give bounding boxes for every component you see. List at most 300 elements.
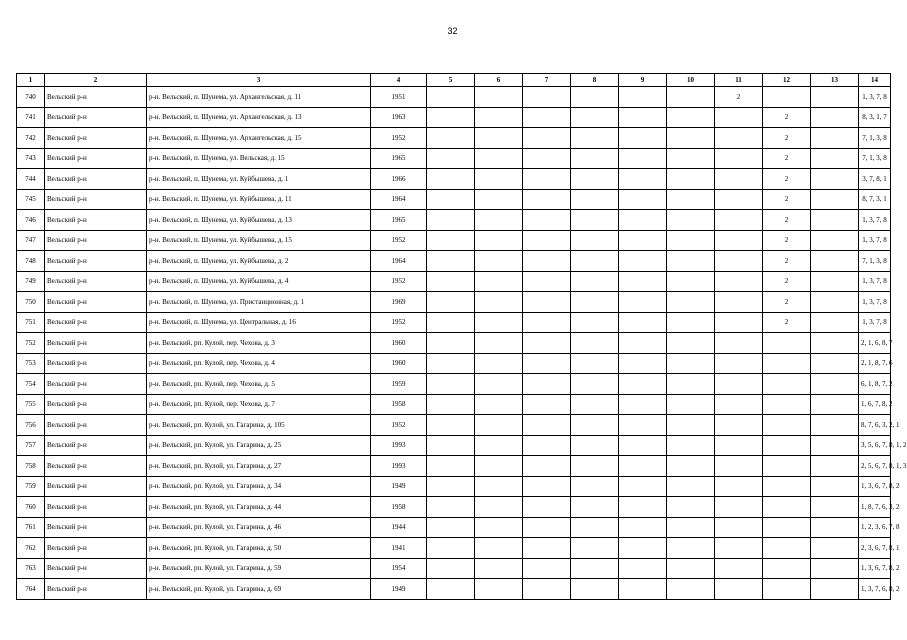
col5-cell: [427, 189, 475, 210]
col8-cell: [571, 148, 619, 169]
district-cell: Вельский р-н: [45, 538, 147, 559]
col8-cell: [571, 538, 619, 559]
year-cell: 1949: [371, 579, 427, 600]
year-cell: 1952: [371, 230, 427, 251]
col7-cell: [523, 312, 571, 333]
col12-cell: 2: [763, 292, 811, 313]
col10-cell: [667, 476, 715, 497]
col5-cell: [427, 415, 475, 436]
col10-cell: [667, 292, 715, 313]
col12-cell: [763, 353, 811, 374]
row-number-cell: 757: [17, 435, 45, 456]
year-cell: 1964: [371, 189, 427, 210]
col7-cell: [523, 87, 571, 108]
address-cell: р-н. Вельский, рп. Кулой, ул. Гагарина, д. 69: [147, 579, 371, 600]
col7-cell: [523, 107, 571, 128]
col12-cell: 2: [763, 128, 811, 149]
address-cell: р-н. Вельский, рп. Кулой, пер. Чехова, д. 5: [147, 374, 371, 395]
table-row: [17, 312, 891, 333]
district-cell: Вельский р-н: [45, 497, 147, 518]
col11-cell: [715, 435, 763, 456]
row-number-cell: 763: [17, 558, 45, 579]
header-row: [17, 74, 891, 87]
address-cell: р-н. Вельский, п. Шунема, ул. Куйбышева, д. 1: [147, 169, 371, 190]
table-row: [17, 169, 891, 190]
address-cell: р-н. Вельский, рп. Кулой, пер. Чехова, д. 4: [147, 353, 371, 374]
district-cell: Вельский р-н: [45, 107, 147, 128]
col6-cell: [475, 271, 523, 292]
col10-cell: [667, 517, 715, 538]
col7-cell: [523, 210, 571, 231]
col5-cell: [427, 87, 475, 108]
col7-cell: [523, 517, 571, 538]
table-row: [17, 128, 891, 149]
district-cell: Вельский р-н: [45, 517, 147, 538]
col6-cell: [475, 497, 523, 518]
col14-cell: 1, 3, 6, 7, 8, 2: [859, 558, 891, 579]
col9-cell: [619, 251, 667, 272]
col11-cell: [715, 538, 763, 559]
col8-cell: [571, 251, 619, 272]
col9-cell: [619, 374, 667, 395]
address-cell: р-н. Вельский, рп. Кулой, ул. Гагарина, д. 46: [147, 517, 371, 538]
col6-cell: [475, 353, 523, 374]
col12-cell: [763, 435, 811, 456]
col14-cell: 2, 3, 6, 7, 8, 1: [859, 538, 891, 559]
col11-cell: [715, 517, 763, 538]
col7-cell: [523, 497, 571, 518]
address-cell: р-н. Вельский, п. Шунема, ул. Архангельская, д. 11: [147, 87, 371, 108]
col7-cell: [523, 230, 571, 251]
col5-cell: [427, 210, 475, 231]
col8-cell: [571, 394, 619, 415]
district-cell: Вельский р-н: [45, 87, 147, 108]
row-number-cell: 762: [17, 538, 45, 559]
row-number-cell: 743: [17, 148, 45, 169]
col7-cell: [523, 169, 571, 190]
col14-cell: 1, 3, 7, 8: [859, 210, 891, 231]
col10-cell: [667, 251, 715, 272]
col8-cell: [571, 107, 619, 128]
table-row: [17, 456, 891, 477]
year-cell: 1952: [371, 128, 427, 149]
col6-cell: [475, 476, 523, 497]
col9-cell: [619, 456, 667, 477]
col14-cell: 1, 3, 7, 6, 8, 2: [859, 579, 891, 600]
col5-cell: [427, 312, 475, 333]
col9-cell: [619, 189, 667, 210]
year-cell: 1944: [371, 517, 427, 538]
year-cell: 1949: [371, 476, 427, 497]
col12-cell: [763, 415, 811, 436]
col7-cell: [523, 148, 571, 169]
col5-cell: [427, 394, 475, 415]
col6-cell: [475, 148, 523, 169]
col8-cell: [571, 456, 619, 477]
row-number-cell: 754: [17, 374, 45, 395]
col10-cell: [667, 148, 715, 169]
col5-cell: [427, 128, 475, 149]
table-row: [17, 333, 891, 354]
col6-cell: [475, 579, 523, 600]
year-cell: 1952: [371, 415, 427, 436]
col8-cell: [571, 292, 619, 313]
col7-cell: [523, 538, 571, 559]
col10-cell: [667, 107, 715, 128]
col5-cell: [427, 292, 475, 313]
address-cell: р-н. Вельский, рп. Кулой, ул. Гагарина, д. 34: [147, 476, 371, 497]
year-cell: 1964: [371, 251, 427, 272]
year-cell: 1960: [371, 353, 427, 374]
col12-cell: [763, 374, 811, 395]
row-number-cell: 753: [17, 353, 45, 374]
col13-cell: [811, 312, 859, 333]
column-header-13: 13: [811, 74, 859, 87]
table-row: [17, 558, 891, 579]
district-cell: Вельский р-н: [45, 230, 147, 251]
column-header-12: 12: [763, 74, 811, 87]
col6-cell: [475, 435, 523, 456]
table-row: [17, 210, 891, 231]
col5-cell: [427, 333, 475, 354]
col11-cell: [715, 210, 763, 231]
col11-cell: [715, 251, 763, 272]
col13-cell: [811, 189, 859, 210]
col8-cell: [571, 476, 619, 497]
col7-cell: [523, 128, 571, 149]
table-row: [17, 497, 891, 518]
col13-cell: [811, 517, 859, 538]
col11-cell: [715, 558, 763, 579]
col8-cell: [571, 435, 619, 456]
column-header-4: 4: [371, 74, 427, 87]
col14-cell: 1, 8, 7, 6, 3, 2: [859, 497, 891, 518]
col13-cell: [811, 353, 859, 374]
address-cell: р-н. Вельский, п. Шунема, ул. Архангельская, д. 15: [147, 128, 371, 149]
col14-cell: 3, 5, 6, 7, 8, 1, 2: [859, 435, 891, 456]
row-number-cell: 758: [17, 456, 45, 477]
col6-cell: [475, 456, 523, 477]
col6-cell: [475, 230, 523, 251]
district-cell: Вельский р-н: [45, 292, 147, 313]
col13-cell: [811, 292, 859, 313]
district-cell: Вельский р-н: [45, 353, 147, 374]
col8-cell: [571, 579, 619, 600]
col10-cell: [667, 189, 715, 210]
column-header-6: 6: [475, 74, 523, 87]
col8-cell: [571, 415, 619, 436]
col7-cell: [523, 558, 571, 579]
row-number-cell: 756: [17, 415, 45, 436]
address-cell: р-н. Вельский, п. Шунема, ул. Вельская, д. 15: [147, 148, 371, 169]
col10-cell: [667, 374, 715, 395]
address-cell: р-н. Вельский, рп. Кулой, ул. Гагарина, д. 25: [147, 435, 371, 456]
column-header-11: 11: [715, 74, 763, 87]
col10-cell: [667, 312, 715, 333]
col12-cell: [763, 456, 811, 477]
col7-cell: [523, 415, 571, 436]
col12-cell: [763, 558, 811, 579]
col13-cell: [811, 394, 859, 415]
table-row: [17, 230, 891, 251]
column-header-5: 5: [427, 74, 475, 87]
col14-cell: 1, 3, 7, 8: [859, 230, 891, 251]
col7-cell: [523, 251, 571, 272]
address-cell: р-н. Вельский, п. Шунема, ул. Куйбышева, д. 11: [147, 189, 371, 210]
address-cell: р-н. Вельский, рп. Кулой, ул. Гагарина, д. 105: [147, 415, 371, 436]
col10-cell: [667, 497, 715, 518]
col9-cell: [619, 435, 667, 456]
table-row: [17, 87, 891, 108]
address-cell: р-н. Вельский, рп. Кулой, пер. Чехова, д. 7: [147, 394, 371, 415]
col5-cell: [427, 517, 475, 538]
row-number-cell: 740: [17, 87, 45, 108]
col10-cell: [667, 394, 715, 415]
col14-cell: 3, 7, 8, 1: [859, 169, 891, 190]
district-cell: Вельский р-н: [45, 312, 147, 333]
col7-cell: [523, 456, 571, 477]
column-header-3: 3: [147, 74, 371, 87]
col13-cell: [811, 435, 859, 456]
row-number-cell: 750: [17, 292, 45, 313]
col12-cell: [763, 538, 811, 559]
col11-cell: [715, 148, 763, 169]
col5-cell: [427, 148, 475, 169]
table-row: [17, 374, 891, 395]
col8-cell: [571, 312, 619, 333]
col11-cell: [715, 230, 763, 251]
col9-cell: [619, 169, 667, 190]
col14-cell: 2, 1, 8, 7, 6: [859, 353, 891, 374]
district-cell: Вельский р-н: [45, 476, 147, 497]
col8-cell: [571, 128, 619, 149]
col6-cell: [475, 189, 523, 210]
col6-cell: [475, 538, 523, 559]
col9-cell: [619, 271, 667, 292]
col10-cell: [667, 230, 715, 251]
col5-cell: [427, 579, 475, 600]
col12-cell: 2: [763, 148, 811, 169]
col12-cell: 2: [763, 189, 811, 210]
year-cell: 1954: [371, 558, 427, 579]
table-row: [17, 292, 891, 313]
district-cell: Вельский р-н: [45, 394, 147, 415]
col6-cell: [475, 312, 523, 333]
col9-cell: [619, 538, 667, 559]
year-cell: 1960: [371, 333, 427, 354]
col10-cell: [667, 579, 715, 600]
col11-cell: [715, 189, 763, 210]
col13-cell: [811, 271, 859, 292]
col11-cell: [715, 415, 763, 436]
col14-cell: 8, 3, 1, 7: [859, 107, 891, 128]
row-number-cell: 746: [17, 210, 45, 231]
table-body: [17, 87, 907, 600]
address-cell: р-н. Вельский, п. Шунема, ул. Пристанционная, д. 1: [147, 292, 371, 313]
col13-cell: [811, 230, 859, 251]
col5-cell: [427, 353, 475, 374]
col14-cell: 1, 3, 7, 8: [859, 292, 891, 313]
col7-cell: [523, 435, 571, 456]
col9-cell: [619, 128, 667, 149]
col8-cell: [571, 374, 619, 395]
col11-cell: [715, 394, 763, 415]
address-cell: р-н. Вельский, рп. Кулой, ул. Гагарина, д. 27: [147, 456, 371, 477]
row-number-cell: 760: [17, 497, 45, 518]
table-row: [17, 271, 891, 292]
district-cell: Вельский р-н: [45, 128, 147, 149]
col8-cell: [571, 87, 619, 108]
col13-cell: [811, 251, 859, 272]
table-row: [17, 579, 891, 600]
col5-cell: [427, 251, 475, 272]
col14-cell: 1, 3, 7, 8: [859, 87, 891, 108]
column-header-1: 1: [17, 74, 45, 87]
address-cell: р-н. Вельский, рп. Кулой, ул. Гагарина, д. 50: [147, 538, 371, 559]
table-row: [17, 107, 891, 128]
col12-cell: [763, 333, 811, 354]
col7-cell: [523, 189, 571, 210]
row-number-cell: 742: [17, 128, 45, 149]
col13-cell: [811, 497, 859, 518]
row-number-cell: 764: [17, 579, 45, 600]
col9-cell: [619, 415, 667, 436]
col11-cell: [715, 128, 763, 149]
col8-cell: [571, 271, 619, 292]
col5-cell: [427, 169, 475, 190]
col8-cell: [571, 353, 619, 374]
col12-cell: [763, 87, 811, 108]
column-header-14: 14: [859, 74, 891, 87]
year-cell: 1952: [371, 312, 427, 333]
col14-cell: 1, 3, 7, 8: [859, 271, 891, 292]
row-number-cell: 761: [17, 517, 45, 538]
col9-cell: [619, 517, 667, 538]
col14-cell: 1, 2, 3, 6, 7, 8: [859, 517, 891, 538]
district-cell: Вельский р-н: [45, 558, 147, 579]
col13-cell: [811, 374, 859, 395]
col12-cell: 2: [763, 107, 811, 128]
col12-cell: [763, 394, 811, 415]
col14-cell: 1, 3, 6, 7, 8, 2: [859, 476, 891, 497]
col11-cell: [715, 312, 763, 333]
col6-cell: [475, 251, 523, 272]
year-cell: 1958: [371, 497, 427, 518]
year-cell: 1958: [371, 394, 427, 415]
col8-cell: [571, 230, 619, 251]
col6-cell: [475, 128, 523, 149]
row-number-cell: 751: [17, 312, 45, 333]
year-cell: 1966: [371, 169, 427, 190]
col6-cell: [475, 415, 523, 436]
district-cell: Вельский р-н: [45, 435, 147, 456]
table-row: [17, 435, 891, 456]
col5-cell: [427, 558, 475, 579]
col9-cell: [619, 476, 667, 497]
col10-cell: [667, 271, 715, 292]
col9-cell: [619, 558, 667, 579]
col8-cell: [571, 333, 619, 354]
col12-cell: 2: [763, 169, 811, 190]
col6-cell: [475, 210, 523, 231]
col10-cell: [667, 558, 715, 579]
col13-cell: [811, 456, 859, 477]
col7-cell: [523, 374, 571, 395]
table-row: [17, 538, 891, 559]
col14-cell: 8, 7, 3, 1: [859, 189, 891, 210]
col6-cell: [475, 558, 523, 579]
address-cell: р-н. Вельский, рп. Кулой, ул. Гагарина, д. 44: [147, 497, 371, 518]
col14-cell: 7, 1, 3, 8: [859, 148, 891, 169]
col6-cell: [475, 374, 523, 395]
row-number-cell: 741: [17, 107, 45, 128]
col11-cell: [715, 476, 763, 497]
col11-cell: [715, 579, 763, 600]
col12-cell: 2: [763, 210, 811, 231]
table-row: [17, 353, 891, 374]
col5-cell: [427, 435, 475, 456]
district-cell: Вельский р-н: [45, 415, 147, 436]
col13-cell: [811, 415, 859, 436]
col14-cell: 7, 1, 3, 8: [859, 128, 891, 149]
col9-cell: [619, 148, 667, 169]
col13-cell: [811, 169, 859, 190]
col5-cell: [427, 456, 475, 477]
col9-cell: [619, 230, 667, 251]
district-cell: Вельский р-н: [45, 148, 147, 169]
col11-cell: [715, 333, 763, 354]
col5-cell: [427, 497, 475, 518]
col8-cell: [571, 497, 619, 518]
col13-cell: [811, 107, 859, 128]
col12-cell: [763, 517, 811, 538]
col6-cell: [475, 87, 523, 108]
col12-cell: [763, 476, 811, 497]
col7-cell: [523, 353, 571, 374]
col7-cell: [523, 394, 571, 415]
col11-cell: [715, 353, 763, 374]
col13-cell: [811, 579, 859, 600]
row-number-cell: 755: [17, 394, 45, 415]
col14-cell: 1, 6, 7, 8, 2: [859, 394, 891, 415]
district-cell: Вельский р-н: [45, 456, 147, 477]
col11-cell: [715, 456, 763, 477]
col14-cell: 7, 1, 3, 8: [859, 251, 891, 272]
col10-cell: [667, 87, 715, 108]
row-number-cell: 747: [17, 230, 45, 251]
year-cell: 1951: [371, 87, 427, 108]
col12-cell: 2: [763, 230, 811, 251]
col8-cell: [571, 189, 619, 210]
year-cell: 1993: [371, 435, 427, 456]
col13-cell: [811, 476, 859, 497]
district-cell: Вельский р-н: [45, 374, 147, 395]
district-cell: Вельский р-н: [45, 251, 147, 272]
col7-cell: [523, 333, 571, 354]
address-cell: р-н. Вельский, п. Шунема, ул. Центральная, д. 16: [147, 312, 371, 333]
col5-cell: [427, 374, 475, 395]
col13-cell: [811, 148, 859, 169]
col6-cell: [475, 517, 523, 538]
address-cell: р-н. Вельский, п. Шунема, ул. Куйбышева, д. 13: [147, 210, 371, 231]
col12-cell: 2: [763, 312, 811, 333]
address-cell: р-н. Вельский, п. Шунема, ул. Куйбышева, д. 4: [147, 271, 371, 292]
col8-cell: [571, 517, 619, 538]
district-cell: Вельский р-н: [45, 579, 147, 600]
col10-cell: [667, 210, 715, 231]
col9-cell: [619, 353, 667, 374]
col13-cell: [811, 333, 859, 354]
